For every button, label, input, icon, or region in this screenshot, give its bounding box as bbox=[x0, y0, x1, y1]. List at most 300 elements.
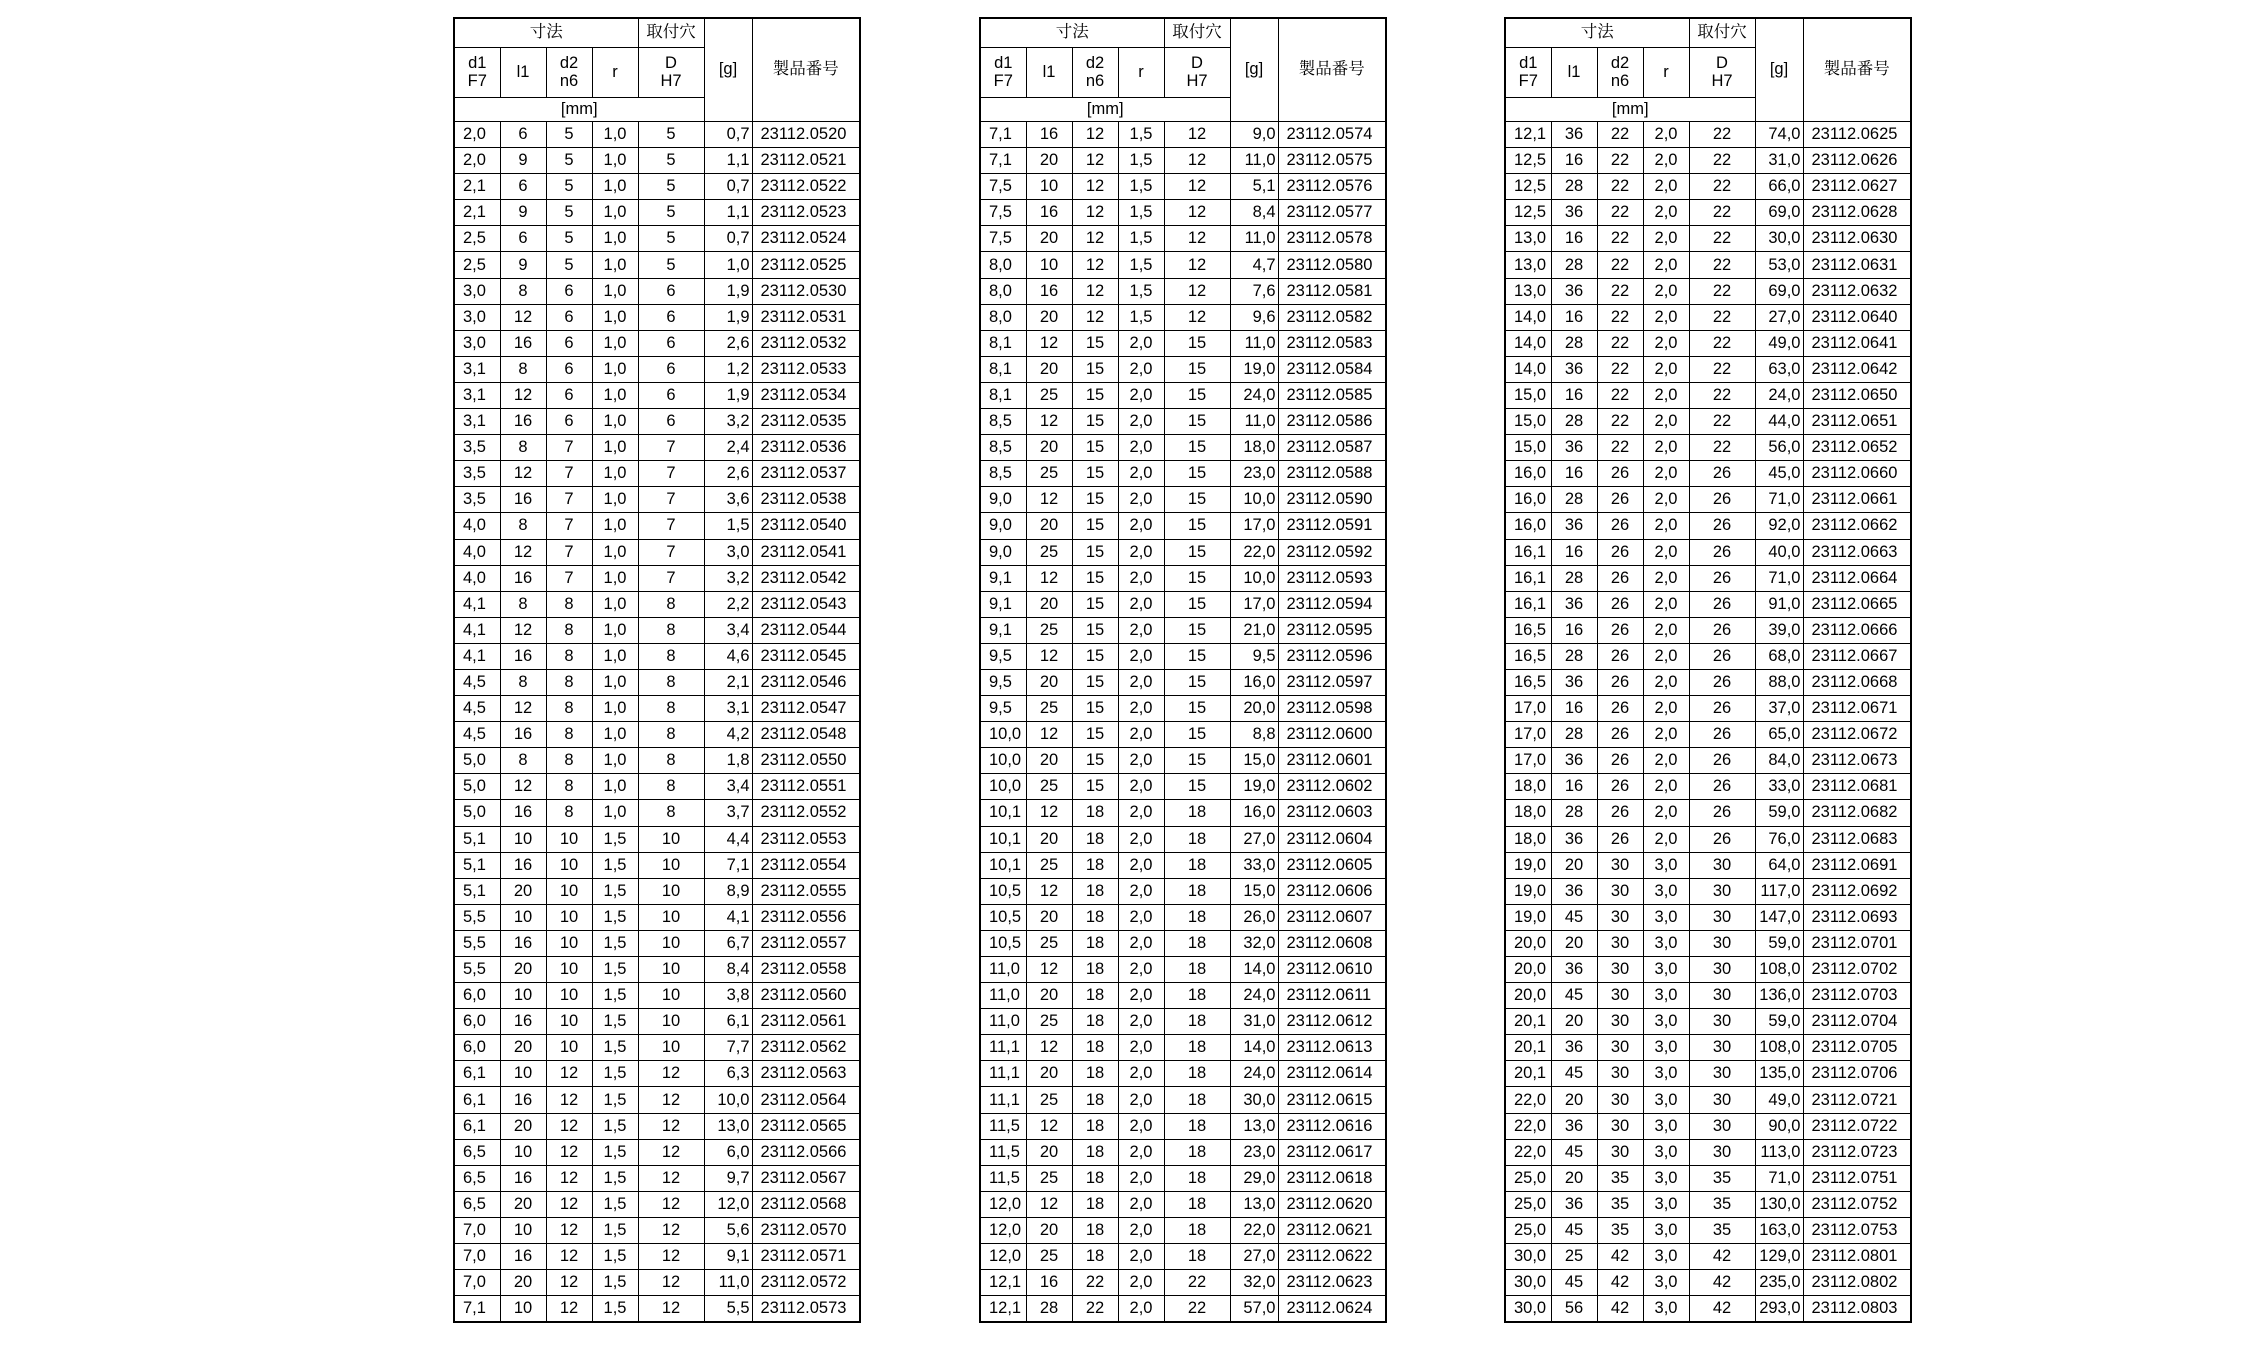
header-r bbox=[1643, 48, 1689, 98]
cell-l1: 25 bbox=[1026, 1165, 1072, 1191]
cell-product-number: 23112.0723 bbox=[1803, 1139, 1911, 1165]
cell-d2: 30 bbox=[1597, 878, 1643, 904]
cell-d1: 18,0 bbox=[1505, 800, 1551, 826]
cell-d2: 12 bbox=[1072, 278, 1118, 304]
cell-l1: 16 bbox=[1026, 278, 1072, 304]
cell-r: 1,0 bbox=[592, 226, 638, 252]
table-row bbox=[980, 1139, 1386, 1165]
cell-l1: 20 bbox=[1026, 226, 1072, 252]
cell-l1: 16 bbox=[500, 1009, 546, 1035]
header-row bbox=[980, 18, 1386, 48]
cell-l1: 36 bbox=[1551, 1113, 1597, 1139]
cell-l1: 28 bbox=[1551, 487, 1597, 513]
header-mounting-hole: 取付穴 bbox=[638, 18, 704, 48]
cell-d1: 19,0 bbox=[1505, 852, 1551, 878]
cell-product-number: 23112.0542 bbox=[752, 565, 860, 591]
cell-product-number: 23112.0555 bbox=[752, 878, 860, 904]
cell-d1: 4,0 bbox=[454, 539, 500, 565]
table-row bbox=[980, 696, 1386, 722]
cell-product-number: 23112.0642 bbox=[1803, 356, 1911, 382]
cell-l1: 20 bbox=[1026, 748, 1072, 774]
header-D-symbol: D bbox=[1716, 53, 1728, 72]
table-row bbox=[980, 356, 1386, 382]
cell-d2: 15 bbox=[1072, 722, 1118, 748]
header-l1 bbox=[500, 48, 546, 98]
cell-product-number: 23112.0556 bbox=[752, 904, 860, 930]
cell-l1: 20 bbox=[1026, 435, 1072, 461]
cell-d2: 12 bbox=[546, 1270, 592, 1296]
table-row bbox=[980, 878, 1386, 904]
cell-D: 15 bbox=[1164, 748, 1230, 774]
header-d1-tolerance: F7 bbox=[1518, 71, 1538, 90]
cell-D: 18 bbox=[1164, 1165, 1230, 1191]
cell-D: 22 bbox=[1689, 409, 1755, 435]
cell-d2: 18 bbox=[1072, 1009, 1118, 1035]
cell-r: 2,0 bbox=[1118, 382, 1164, 408]
cell-weight: 59,0 bbox=[1755, 800, 1803, 826]
cell-weight: 11,0 bbox=[1230, 409, 1278, 435]
cell-d2: 26 bbox=[1597, 591, 1643, 617]
table-row bbox=[980, 852, 1386, 878]
cell-d2: 22 bbox=[1597, 226, 1643, 252]
cell-r: 1,0 bbox=[592, 539, 638, 565]
cell-product-number: 23112.0521 bbox=[752, 148, 860, 174]
cell-D: 15 bbox=[1164, 643, 1230, 669]
cell-l1: 9 bbox=[500, 200, 546, 226]
cell-d2: 15 bbox=[1072, 409, 1118, 435]
cell-l1: 16 bbox=[500, 1087, 546, 1113]
cell-l1: 16 bbox=[500, 487, 546, 513]
cell-d2: 18 bbox=[1072, 957, 1118, 983]
cell-r: 1,5 bbox=[592, 852, 638, 878]
cell-d1: 8,1 bbox=[980, 356, 1026, 382]
cell-l1: 8 bbox=[500, 669, 546, 695]
cell-r: 2,0 bbox=[1118, 330, 1164, 356]
cell-r: 2,0 bbox=[1643, 122, 1689, 148]
cell-l1: 16 bbox=[1551, 382, 1597, 408]
cell-r: 1,5 bbox=[592, 1009, 638, 1035]
cell-d2: 6 bbox=[546, 304, 592, 330]
cell-D: 15 bbox=[1164, 461, 1230, 487]
cell-D: 8 bbox=[638, 617, 704, 643]
cell-d1: 8,0 bbox=[980, 304, 1026, 330]
cell-d1: 30,0 bbox=[1505, 1296, 1551, 1323]
cell-r: 1,5 bbox=[1118, 122, 1164, 148]
cell-D: 18 bbox=[1164, 852, 1230, 878]
table-row bbox=[1505, 643, 1911, 669]
cell-l1: 12 bbox=[1026, 330, 1072, 356]
cell-l1: 20 bbox=[1026, 148, 1072, 174]
cell-d2: 30 bbox=[1597, 983, 1643, 1009]
cell-d2: 18 bbox=[1072, 904, 1118, 930]
table-row bbox=[1505, 1296, 1911, 1323]
cell-d1: 5,0 bbox=[454, 748, 500, 774]
cell-l1: 25 bbox=[1026, 1244, 1072, 1270]
cell-r: 1,0 bbox=[592, 252, 638, 278]
cell-d1: 12,1 bbox=[980, 1270, 1026, 1296]
cell-D: 15 bbox=[1164, 382, 1230, 408]
table-row bbox=[980, 1087, 1386, 1113]
cell-d2: 26 bbox=[1597, 461, 1643, 487]
cell-d1: 12,5 bbox=[1505, 174, 1551, 200]
cell-l1: 6 bbox=[500, 122, 546, 148]
cell-product-number: 23112.0704 bbox=[1803, 1009, 1911, 1035]
cell-d2: 8 bbox=[546, 696, 592, 722]
cell-l1: 12 bbox=[500, 696, 546, 722]
cell-r: 1,0 bbox=[592, 200, 638, 226]
table-row bbox=[1505, 148, 1911, 174]
cell-product-number: 23112.0664 bbox=[1803, 565, 1911, 591]
cell-r: 1,0 bbox=[592, 304, 638, 330]
cell-d2: 15 bbox=[1072, 461, 1118, 487]
cell-D: 15 bbox=[1164, 409, 1230, 435]
cell-l1: 16 bbox=[1551, 226, 1597, 252]
cell-product-number: 23112.0598 bbox=[1278, 696, 1386, 722]
table-row bbox=[980, 1217, 1386, 1243]
cell-r: 3,0 bbox=[1643, 930, 1689, 956]
cell-product-number: 23112.0530 bbox=[752, 278, 860, 304]
cell-l1: 25 bbox=[1026, 774, 1072, 800]
cell-r: 3,0 bbox=[1643, 1296, 1689, 1323]
cell-d2: 7 bbox=[546, 435, 592, 461]
cell-product-number: 23112.0554 bbox=[752, 852, 860, 878]
cell-r: 1,0 bbox=[592, 435, 638, 461]
cell-d2: 18 bbox=[1072, 800, 1118, 826]
cell-d1: 12,1 bbox=[980, 1296, 1026, 1323]
cell-d2: 26 bbox=[1597, 487, 1643, 513]
cell-l1: 20 bbox=[1026, 904, 1072, 930]
cell-weight: 3,4 bbox=[704, 774, 752, 800]
cell-l1: 6 bbox=[500, 226, 546, 252]
cell-d1: 7,5 bbox=[980, 174, 1026, 200]
cell-D: 26 bbox=[1689, 461, 1755, 487]
table-row bbox=[980, 278, 1386, 304]
header-d1-tolerance: F7 bbox=[993, 71, 1013, 90]
cell-D: 5 bbox=[638, 148, 704, 174]
table-row bbox=[1505, 826, 1911, 852]
cell-weight: 9,6 bbox=[1230, 304, 1278, 330]
cell-l1: 16 bbox=[500, 930, 546, 956]
table-row bbox=[1505, 1191, 1911, 1217]
cell-weight: 92,0 bbox=[1755, 513, 1803, 539]
cell-D: 7 bbox=[638, 435, 704, 461]
cell-d1: 5,1 bbox=[454, 852, 500, 878]
cell-weight: 0,7 bbox=[704, 122, 752, 148]
cell-product-number: 23112.0520 bbox=[752, 122, 860, 148]
cell-d1: 13,0 bbox=[1505, 252, 1551, 278]
cell-r: 2,0 bbox=[1643, 643, 1689, 669]
cell-product-number: 23112.0548 bbox=[752, 722, 860, 748]
cell-d2: 15 bbox=[1072, 748, 1118, 774]
cell-l1: 12 bbox=[1026, 1113, 1072, 1139]
cell-D: 6 bbox=[638, 382, 704, 408]
cell-d2: 30 bbox=[1597, 904, 1643, 930]
cell-D: 8 bbox=[638, 669, 704, 695]
cell-D: 12 bbox=[638, 1061, 704, 1087]
cell-D: 30 bbox=[1689, 1113, 1755, 1139]
table-row bbox=[454, 435, 860, 461]
cell-l1: 12 bbox=[1026, 409, 1072, 435]
cell-d1: 7,1 bbox=[454, 1296, 500, 1323]
cell-d2: 7 bbox=[546, 513, 592, 539]
cell-d1: 25,0 bbox=[1505, 1191, 1551, 1217]
cell-D: 22 bbox=[1689, 278, 1755, 304]
cell-product-number: 23112.0691 bbox=[1803, 852, 1911, 878]
cell-d1: 3,1 bbox=[454, 356, 500, 382]
cell-l1: 20 bbox=[1026, 983, 1072, 1009]
cell-l1: 16 bbox=[1551, 304, 1597, 330]
cell-D: 10 bbox=[638, 852, 704, 878]
cell-d1: 16,5 bbox=[1505, 617, 1551, 643]
table-row bbox=[980, 330, 1386, 356]
cell-product-number: 23112.0625 bbox=[1803, 122, 1911, 148]
cell-product-number: 23112.0627 bbox=[1803, 174, 1911, 200]
table-row bbox=[1505, 1087, 1911, 1113]
cell-d1: 6,5 bbox=[454, 1165, 500, 1191]
cell-r: 2,0 bbox=[1118, 435, 1164, 461]
cell-d2: 10 bbox=[546, 878, 592, 904]
cell-D: 18 bbox=[1164, 1035, 1230, 1061]
header-r-symbol: r bbox=[1138, 62, 1144, 81]
table-row bbox=[454, 278, 860, 304]
cell-r: 1,5 bbox=[1118, 148, 1164, 174]
table-row bbox=[1505, 382, 1911, 408]
table-row bbox=[1505, 800, 1911, 826]
cell-r: 1,5 bbox=[1118, 226, 1164, 252]
cell-l1: 8 bbox=[500, 748, 546, 774]
cell-r: 1,5 bbox=[592, 1113, 638, 1139]
cell-D: 5 bbox=[638, 174, 704, 200]
table-row bbox=[980, 1113, 1386, 1139]
cell-d1: 9,0 bbox=[980, 487, 1026, 513]
cell-d1: 25,0 bbox=[1505, 1165, 1551, 1191]
cell-d1: 10,0 bbox=[980, 722, 1026, 748]
cell-weight: 69,0 bbox=[1755, 200, 1803, 226]
cell-weight: 3,8 bbox=[704, 983, 752, 1009]
cell-l1: 20 bbox=[1026, 356, 1072, 382]
cell-product-number: 23112.0667 bbox=[1803, 643, 1911, 669]
cell-weight: 130,0 bbox=[1755, 1191, 1803, 1217]
cell-r: 2,0 bbox=[1118, 904, 1164, 930]
cell-weight: 31,0 bbox=[1755, 148, 1803, 174]
cell-d1: 3,5 bbox=[454, 487, 500, 513]
cell-D: 22 bbox=[1689, 435, 1755, 461]
cell-D: 26 bbox=[1689, 591, 1755, 617]
table-row bbox=[1505, 591, 1911, 617]
table-row bbox=[980, 1270, 1386, 1296]
table-row bbox=[1505, 122, 1911, 148]
cell-product-number: 23112.0753 bbox=[1803, 1217, 1911, 1243]
cell-weight: 24,0 bbox=[1230, 983, 1278, 1009]
table-row bbox=[1505, 461, 1911, 487]
cell-D: 18 bbox=[1164, 983, 1230, 1009]
table-row bbox=[1505, 356, 1911, 382]
table-row bbox=[454, 304, 860, 330]
cell-weight: 17,0 bbox=[1230, 591, 1278, 617]
cell-d2: 18 bbox=[1072, 1113, 1118, 1139]
cell-r: 1,5 bbox=[592, 904, 638, 930]
cell-l1: 36 bbox=[1551, 826, 1597, 852]
cell-r: 2,0 bbox=[1643, 252, 1689, 278]
cell-d2: 26 bbox=[1597, 565, 1643, 591]
cell-D: 12 bbox=[638, 1165, 704, 1191]
cell-r: 1,0 bbox=[592, 722, 638, 748]
cell-D: 30 bbox=[1689, 957, 1755, 983]
cell-r: 1,0 bbox=[592, 748, 638, 774]
cell-product-number: 23112.0576 bbox=[1278, 174, 1386, 200]
cell-product-number: 23112.0567 bbox=[752, 1165, 860, 1191]
cell-d1: 20,0 bbox=[1505, 957, 1551, 983]
cell-r: 2,0 bbox=[1118, 669, 1164, 695]
cell-d1: 12,0 bbox=[980, 1191, 1026, 1217]
cell-l1: 36 bbox=[1551, 878, 1597, 904]
cell-D: 26 bbox=[1689, 696, 1755, 722]
cell-weight: 44,0 bbox=[1755, 409, 1803, 435]
cell-l1: 25 bbox=[1026, 382, 1072, 408]
cell-d2: 26 bbox=[1597, 539, 1643, 565]
cell-weight: 1,9 bbox=[704, 278, 752, 304]
cell-d2: 12 bbox=[546, 1165, 592, 1191]
cell-d1: 6,1 bbox=[454, 1087, 500, 1113]
cell-weight: 32,0 bbox=[1230, 1270, 1278, 1296]
cell-D: 18 bbox=[1164, 1244, 1230, 1270]
cell-d2: 12 bbox=[1072, 200, 1118, 226]
cell-product-number: 23112.0584 bbox=[1278, 356, 1386, 382]
cell-weight: 27,0 bbox=[1755, 304, 1803, 330]
cell-d2: 22 bbox=[1597, 330, 1643, 356]
table-row bbox=[980, 957, 1386, 983]
cell-D: 6 bbox=[638, 409, 704, 435]
cell-d2: 30 bbox=[1597, 1009, 1643, 1035]
cell-l1: 28 bbox=[1026, 1296, 1072, 1323]
header-d2-symbol: d2 bbox=[1610, 53, 1630, 72]
cell-r: 2,0 bbox=[1643, 148, 1689, 174]
cell-l1: 10 bbox=[500, 1061, 546, 1087]
cell-weight: 71,0 bbox=[1755, 487, 1803, 513]
cell-d1: 3,0 bbox=[454, 330, 500, 356]
cell-r: 3,0 bbox=[1643, 904, 1689, 930]
cell-weight: 5,1 bbox=[1230, 174, 1278, 200]
cell-product-number: 23112.0611 bbox=[1278, 983, 1386, 1009]
cell-r: 2,0 bbox=[1118, 513, 1164, 539]
table-row bbox=[980, 435, 1386, 461]
header-r-symbol: r bbox=[1663, 62, 1669, 81]
cell-weight: 2,6 bbox=[704, 330, 752, 356]
cell-d2: 12 bbox=[546, 1139, 592, 1165]
cell-product-number: 23112.0583 bbox=[1278, 330, 1386, 356]
header-d1 bbox=[1505, 48, 1551, 98]
cell-r: 2,0 bbox=[1643, 722, 1689, 748]
table-row bbox=[454, 330, 860, 356]
cell-weight: 7,6 bbox=[1230, 278, 1278, 304]
cell-product-number: 23112.0537 bbox=[752, 461, 860, 487]
cell-r: 2,0 bbox=[1118, 696, 1164, 722]
header-product-number: 製品番号 bbox=[1803, 18, 1911, 122]
spec-table-2 bbox=[979, 17, 1387, 1323]
cell-d1: 2,1 bbox=[454, 174, 500, 200]
cell-l1: 25 bbox=[1026, 539, 1072, 565]
cell-l1: 36 bbox=[1551, 1191, 1597, 1217]
cell-D: 15 bbox=[1164, 591, 1230, 617]
cell-l1: 20 bbox=[500, 878, 546, 904]
cell-d1: 5,0 bbox=[454, 774, 500, 800]
cell-r: 2,0 bbox=[1643, 617, 1689, 643]
table-row bbox=[1505, 930, 1911, 956]
cell-weight: 22,0 bbox=[1230, 539, 1278, 565]
cell-D: 8 bbox=[638, 800, 704, 826]
cell-d1: 4,1 bbox=[454, 643, 500, 669]
cell-weight: 13,0 bbox=[704, 1113, 752, 1139]
cell-weight: 33,0 bbox=[1755, 774, 1803, 800]
cell-product-number: 23112.0523 bbox=[752, 200, 860, 226]
cell-d1: 17,0 bbox=[1505, 696, 1551, 722]
cell-D: 7 bbox=[638, 461, 704, 487]
header-mounting-hole: 取付穴 bbox=[1164, 18, 1230, 48]
table-row bbox=[454, 1061, 860, 1087]
cell-d1: 30,0 bbox=[1505, 1244, 1551, 1270]
cell-weight: 1,1 bbox=[704, 200, 752, 226]
cell-D: 26 bbox=[1689, 643, 1755, 669]
cell-d1: 4,5 bbox=[454, 696, 500, 722]
table-row bbox=[980, 722, 1386, 748]
cell-d2: 7 bbox=[546, 461, 592, 487]
cell-weight: 3,0 bbox=[704, 539, 752, 565]
cell-l1: 20 bbox=[1026, 826, 1072, 852]
cell-product-number: 23112.0585 bbox=[1278, 382, 1386, 408]
cell-product-number: 23112.0703 bbox=[1803, 983, 1911, 1009]
table-row bbox=[454, 174, 860, 200]
cell-d2: 26 bbox=[1597, 696, 1643, 722]
cell-r: 3,0 bbox=[1643, 852, 1689, 878]
cell-d2: 12 bbox=[1072, 122, 1118, 148]
cell-d1: 2,0 bbox=[454, 122, 500, 148]
cell-product-number: 23112.0652 bbox=[1803, 435, 1911, 461]
cell-d1: 11,5 bbox=[980, 1139, 1026, 1165]
table-row bbox=[454, 382, 860, 408]
header-dimensions: 寸法 bbox=[1505, 18, 1689, 48]
cell-D: 15 bbox=[1164, 539, 1230, 565]
cell-weight: 24,0 bbox=[1230, 382, 1278, 408]
cell-d1: 12,0 bbox=[980, 1244, 1026, 1270]
cell-r: 2,0 bbox=[1118, 1165, 1164, 1191]
cell-product-number: 23112.0641 bbox=[1803, 330, 1911, 356]
cell-d1: 7,1 bbox=[980, 122, 1026, 148]
cell-d2: 15 bbox=[1072, 487, 1118, 513]
cell-D: 12 bbox=[638, 1244, 704, 1270]
cell-l1: 16 bbox=[500, 565, 546, 591]
cell-r: 1,0 bbox=[592, 278, 638, 304]
cell-r: 1,0 bbox=[592, 461, 638, 487]
table-row bbox=[1505, 957, 1911, 983]
cell-D: 8 bbox=[638, 722, 704, 748]
cell-D: 10 bbox=[638, 983, 704, 1009]
cell-r: 2,0 bbox=[1118, 1035, 1164, 1061]
table-row bbox=[454, 487, 860, 513]
cell-r: 2,0 bbox=[1643, 174, 1689, 200]
header-unit: [mm] bbox=[454, 98, 704, 122]
cell-product-number: 23112.0616 bbox=[1278, 1113, 1386, 1139]
cell-l1: 12 bbox=[1026, 565, 1072, 591]
cell-product-number: 23112.0706 bbox=[1803, 1061, 1911, 1087]
cell-d1: 22,0 bbox=[1505, 1087, 1551, 1113]
table-row bbox=[454, 1244, 860, 1270]
cell-product-number: 23112.0535 bbox=[752, 409, 860, 435]
cell-product-number: 23112.0605 bbox=[1278, 852, 1386, 878]
table-row bbox=[980, 669, 1386, 695]
cell-d2: 15 bbox=[1072, 774, 1118, 800]
cell-weight: 3,7 bbox=[704, 800, 752, 826]
cell-d1: 3,1 bbox=[454, 409, 500, 435]
